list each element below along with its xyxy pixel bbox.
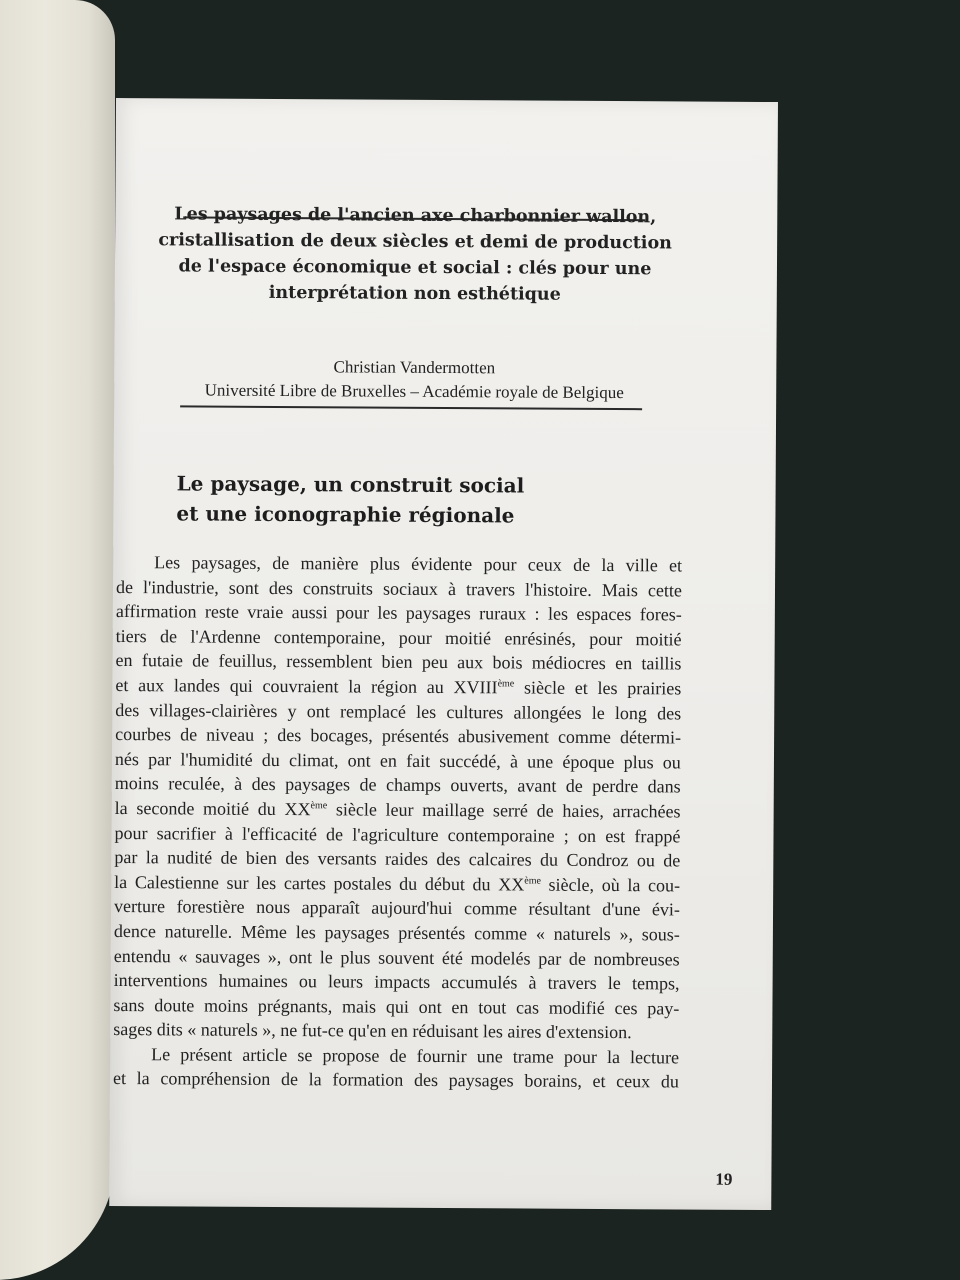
superscript: ème [310,800,328,812]
body-line-text: sans doute moins prégnants, mais qui ont en tout cas modifié ces pay- [113,994,680,1019]
body-line-text: des villages-clairières y ont remplacé les cultures allongées le long des [115,699,682,724]
body-line [115,771,681,799]
body-line [114,919,680,947]
heading-line: Le paysage, un construit social [176,471,525,498]
title-line: interprétation non esthétique [268,282,561,305]
body-line-text: la seconde moitié du XX [114,797,311,820]
body-line-text: par la nudité de bien des versants raides des calcaires du Condroz ou de [114,847,681,871]
title-bottom-rule [180,405,642,410]
page-number: 19 [715,1169,733,1189]
body-line-text: nés par l'humidité du climat, ont en fait succédé, à une époque plus ou [114,748,681,773]
superscript: ème [497,678,515,690]
body-line-text: Le présent article se propose de fournir une trame pour la lecture [151,1044,680,1068]
title-line: de l'espace économique et social : clés pour une [178,256,652,280]
body-line-text: entendu « sauvages », ont le plus souvent été modelés par de nombreuses [113,945,680,969]
body-line [114,845,680,873]
body-line-text: verture forestière nous apparaît aujourd'hui comme résultant d'une évi- [114,896,680,920]
book-page [109,98,778,1210]
body-line [114,821,680,849]
body-line [114,944,680,972]
body-line [115,673,681,701]
body-line [116,599,682,627]
body-line-text: courbes de niveau ; des bocages, présentés abusivement comme détermi- [115,724,682,748]
title-line: Les paysages de l'ancien axe charbonnier wallon, [174,204,657,228]
body-line-text: tiers de l'Ardenne contemporaine, pour moitié enrésinés, pour moitié [115,625,682,650]
body-line [115,648,681,676]
body-line [116,550,682,578]
body-line [116,624,682,652]
body-line-text: siècle, où la cou- [540,874,681,896]
article-title [155,201,676,308]
body-line [116,575,682,603]
body-line [113,1042,679,1070]
body-line [114,968,680,996]
body-line [113,1066,679,1094]
author-affiliation: Université Libre de Bruxelles – Académie royale de Belgique [204,380,624,403]
author-name: Christian Vandermotten [333,357,496,378]
body-line-text: Les paysages, de manière plus évidente pour ceux de la ville et [154,552,683,576]
body-line-text: moins reculée, à des paysages de champs ouverts, avant de perdre dans [114,773,681,797]
body-line-text: siècle et les prairies [514,677,682,699]
body-line-text: interventions humaines ou leurs impacts accumulés à travers le temps, [113,970,680,994]
body-line-text: la Calestienne sur les cartes postales du début du XX [114,871,525,895]
body-line-text: dence naturelle. Même les paysages présentés comme « naturels », sous- [113,920,680,945]
body-line-text: pour sacrifier à l'efficacité de l'agriculture contemporaine ; on est frappé [114,822,681,846]
body-text [113,550,682,1095]
superscript: ème [524,875,541,887]
body-line [114,870,680,898]
body-line [115,698,681,726]
body-line-text: et aux landes qui couvraient la région au XVIII [115,674,498,698]
body-line-text: sages dits « naturels », ne fut-ce qu'en en réduisant les aires d'extension. [113,1019,632,1043]
body-line-text: en futaie de feuillus, ressemblent bien peu aux bois médiocres en taillis [115,650,682,674]
body-line [114,894,680,922]
body-line [115,722,681,750]
left-page-edge [0,0,115,1280]
body-line [113,993,679,1021]
body-line [113,1017,679,1045]
body-line [115,747,681,775]
section-heading [176,468,676,531]
body-line-text: siècle leur maillage serré de haies, arrachées [327,799,681,822]
heading-line: et une iconographie régionale [176,501,515,528]
body-line [115,796,681,824]
body-line-text: et la compréhension de la formation des paysages borains, et ceux du [112,1068,679,1092]
title-line: cristallisation de deux siècles et demi de production [158,230,672,254]
body-line-text: affirmation reste vraie aussi pour les paysages ruraux : les espaces fores- [115,601,682,625]
body-line-text: de l'industrie, sont des construits sociaux à travers l'histoire. Mais cette [115,576,682,601]
